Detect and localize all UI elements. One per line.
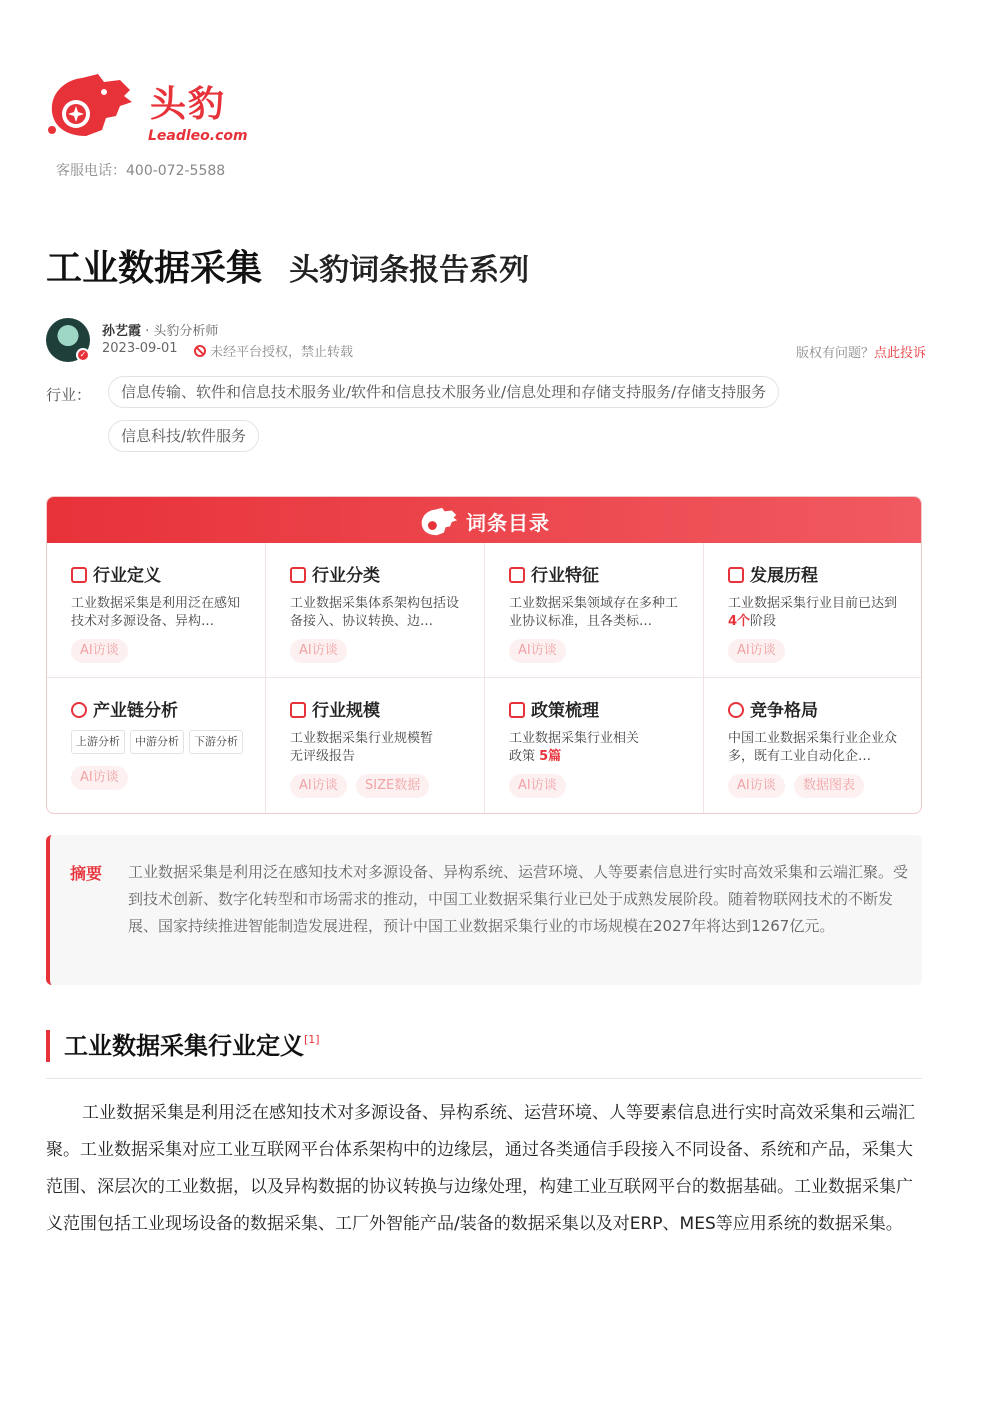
publish-date: 2023-09-01 xyxy=(102,341,178,356)
toc-item-features[interactable] xyxy=(485,543,704,678)
author-row xyxy=(46,318,926,362)
complaint-link[interactable]: 点此投诉 xyxy=(873,346,926,361)
toc-item-policy[interactable] xyxy=(485,678,704,813)
timeline-icon xyxy=(728,567,744,583)
bar-chart-icon xyxy=(290,702,306,718)
toc-item-title: 行业规模 xyxy=(312,701,380,721)
copyright-prefix: 版权有问题？ xyxy=(795,346,874,361)
industry-label: 行业： xyxy=(46,386,92,404)
section-body: 工业数据采集是利用泛在感知技术对多源设备、异构系统、运营环境、人等要素信息进行实时高效采集和云端汇聚。工业数据采集对应工业互联网平台体系架构中的边缘层，通过各类通信手段接入不同设备、系统和产品，采集大范围、深层次的工业数据，以及异构数据的协议转换与边缘处理，构建工业互联网平台的数据基础。工业数据采集广义范围包括工业现场设备的数据采集、工厂外智能产品/装备的数据采集以及对ERP、MES等应用系统的数据采集。 xyxy=(46,1103,915,1234)
toc-item-competition[interactable] xyxy=(704,678,922,813)
hierarchy-icon xyxy=(290,567,306,583)
ai-interview-button[interactable]: AI访谈 xyxy=(71,639,128,663)
ai-interview-button[interactable]: AI访谈 xyxy=(71,766,128,790)
reprint-notice xyxy=(194,341,353,360)
toc-item-title: 发展历程 xyxy=(750,566,818,586)
author-role: · 头豹分析师 xyxy=(141,324,219,339)
downstream-analysis-button[interactable]: 下游分析 xyxy=(189,730,243,754)
toc-item-desc xyxy=(509,730,639,766)
toc-item-history[interactable] xyxy=(704,543,922,678)
toc-item-title: 政策梳理 xyxy=(531,701,599,721)
midstream-analysis-button[interactable]: 中游分析 xyxy=(130,730,184,754)
toc-title-text: 词条目录 xyxy=(466,511,550,535)
ai-interview-button[interactable]: AI访谈 xyxy=(290,639,347,663)
section-title: 工业数据采集行业定义 xyxy=(64,1032,304,1060)
copyright-complaint xyxy=(796,342,926,361)
toc-item-desc: 工业数据采集领域存在多种工业协议标准，且各类标… xyxy=(509,596,679,629)
brand-name-cn: 头豹 xyxy=(150,84,227,125)
toc-item-title: 竞争格局 xyxy=(750,701,818,721)
section-divider xyxy=(46,1078,922,1079)
toc-item-desc: 中国工业数据采集行业企业众多，既有工业自动化企… xyxy=(728,731,898,764)
toc-item-desc: 工业数据采集行业规模暂无评级报告 xyxy=(290,731,434,764)
toc-item-desc: 工业数据采集是利用泛在感知技术对多源设备、异构… xyxy=(71,596,241,629)
toc-item-chain[interactable] xyxy=(47,678,266,813)
puzzle-icon xyxy=(509,567,525,583)
abstract-box xyxy=(46,835,922,985)
toc-item-classification[interactable] xyxy=(266,543,485,678)
brand-header xyxy=(46,70,306,180)
toc-title xyxy=(47,507,921,540)
toc-item-title: 行业定义 xyxy=(93,566,161,586)
reprint-notice-text: 未经平台授权，禁止转载 xyxy=(210,345,354,360)
toc-item-definition[interactable] xyxy=(47,543,266,678)
ai-interview-button[interactable]: AI访谈 xyxy=(509,774,566,798)
brand-name-en: Leadleo.com xyxy=(148,128,248,144)
leopard-logo-icon xyxy=(46,72,136,140)
ai-interview-button[interactable]: AI访谈 xyxy=(509,639,566,663)
prohibited-icon xyxy=(194,345,206,357)
toc-item-title: 行业特征 xyxy=(531,566,599,586)
toc-header xyxy=(47,497,921,543)
stage-count: 4个 xyxy=(728,614,751,629)
title-sub: 头豹词条报告系列 xyxy=(289,253,530,288)
toc-grid xyxy=(47,543,922,814)
footnote-ref[interactable]: [1] xyxy=(304,1033,320,1046)
desc-text: 阶段 xyxy=(750,614,777,629)
toc-card xyxy=(46,496,922,814)
upstream-analysis-button[interactable]: 上游分析 xyxy=(71,730,125,754)
policy-doc-icon xyxy=(509,702,525,718)
desc-text: 工业数据采集行业目前已达到 xyxy=(728,596,898,611)
abstract-text: 工业数据采集是利用泛在感知技术对多源设备、异构系统、运营环境、人等要素信息进行实时高效采集和云端汇聚。受到技术创新、数字化转型和市场需求的推动，中国工业数据采集行业已处于成熟发展阶段。随着物联网技术的不断发展、国家持续推进智能制造发展进程，预计中国工业数据采集行业的市场规模在2027年将达到1267亿元。 xyxy=(128,863,909,935)
verified-badge-icon: ✓ xyxy=(76,348,90,362)
toc-item-desc xyxy=(728,595,904,631)
leopard-logo-icon xyxy=(418,507,460,537)
search-doc-icon xyxy=(71,567,87,583)
report-title xyxy=(46,240,529,291)
industry-tag[interactable]: 信息科技/软件服务 xyxy=(108,420,259,452)
industry-tag[interactable]: 信息传输、软件和信息技术服务业/软件和信息技术服务业/信息处理和存储支持服务/存储支持服务 xyxy=(108,376,779,408)
data-chart-button[interactable]: 数据图表 xyxy=(794,774,864,798)
section-heading xyxy=(46,1030,320,1062)
pie-chart-icon xyxy=(728,702,744,718)
policy-count: 5篇 xyxy=(539,749,562,764)
abstract-label: 摘要 xyxy=(70,864,103,883)
size-data-button[interactable]: SIZE数据 xyxy=(356,774,429,798)
desc-text: 工业数据采集行业相关政策 xyxy=(509,731,640,764)
author-name-line xyxy=(102,320,218,339)
toc-item-title: 行业分类 xyxy=(312,566,380,586)
toc-item-title: 产业链分析 xyxy=(93,701,178,721)
ai-interview-button[interactable]: AI访谈 xyxy=(728,774,785,798)
author-name[interactable]: 孙艺霞 xyxy=(102,324,142,339)
ai-interview-button[interactable]: AI访谈 xyxy=(290,774,347,798)
ai-interview-button[interactable]: AI访谈 xyxy=(728,639,785,663)
toc-item-desc: 工业数据采集体系架构包括设备接入、协议转换、边… xyxy=(290,596,460,629)
hotline-text: 客服电话：400-072-5588 xyxy=(56,163,226,179)
toc-item-scale[interactable] xyxy=(266,678,485,813)
title-main: 工业数据采集 xyxy=(46,248,263,289)
chain-icon xyxy=(71,702,87,718)
